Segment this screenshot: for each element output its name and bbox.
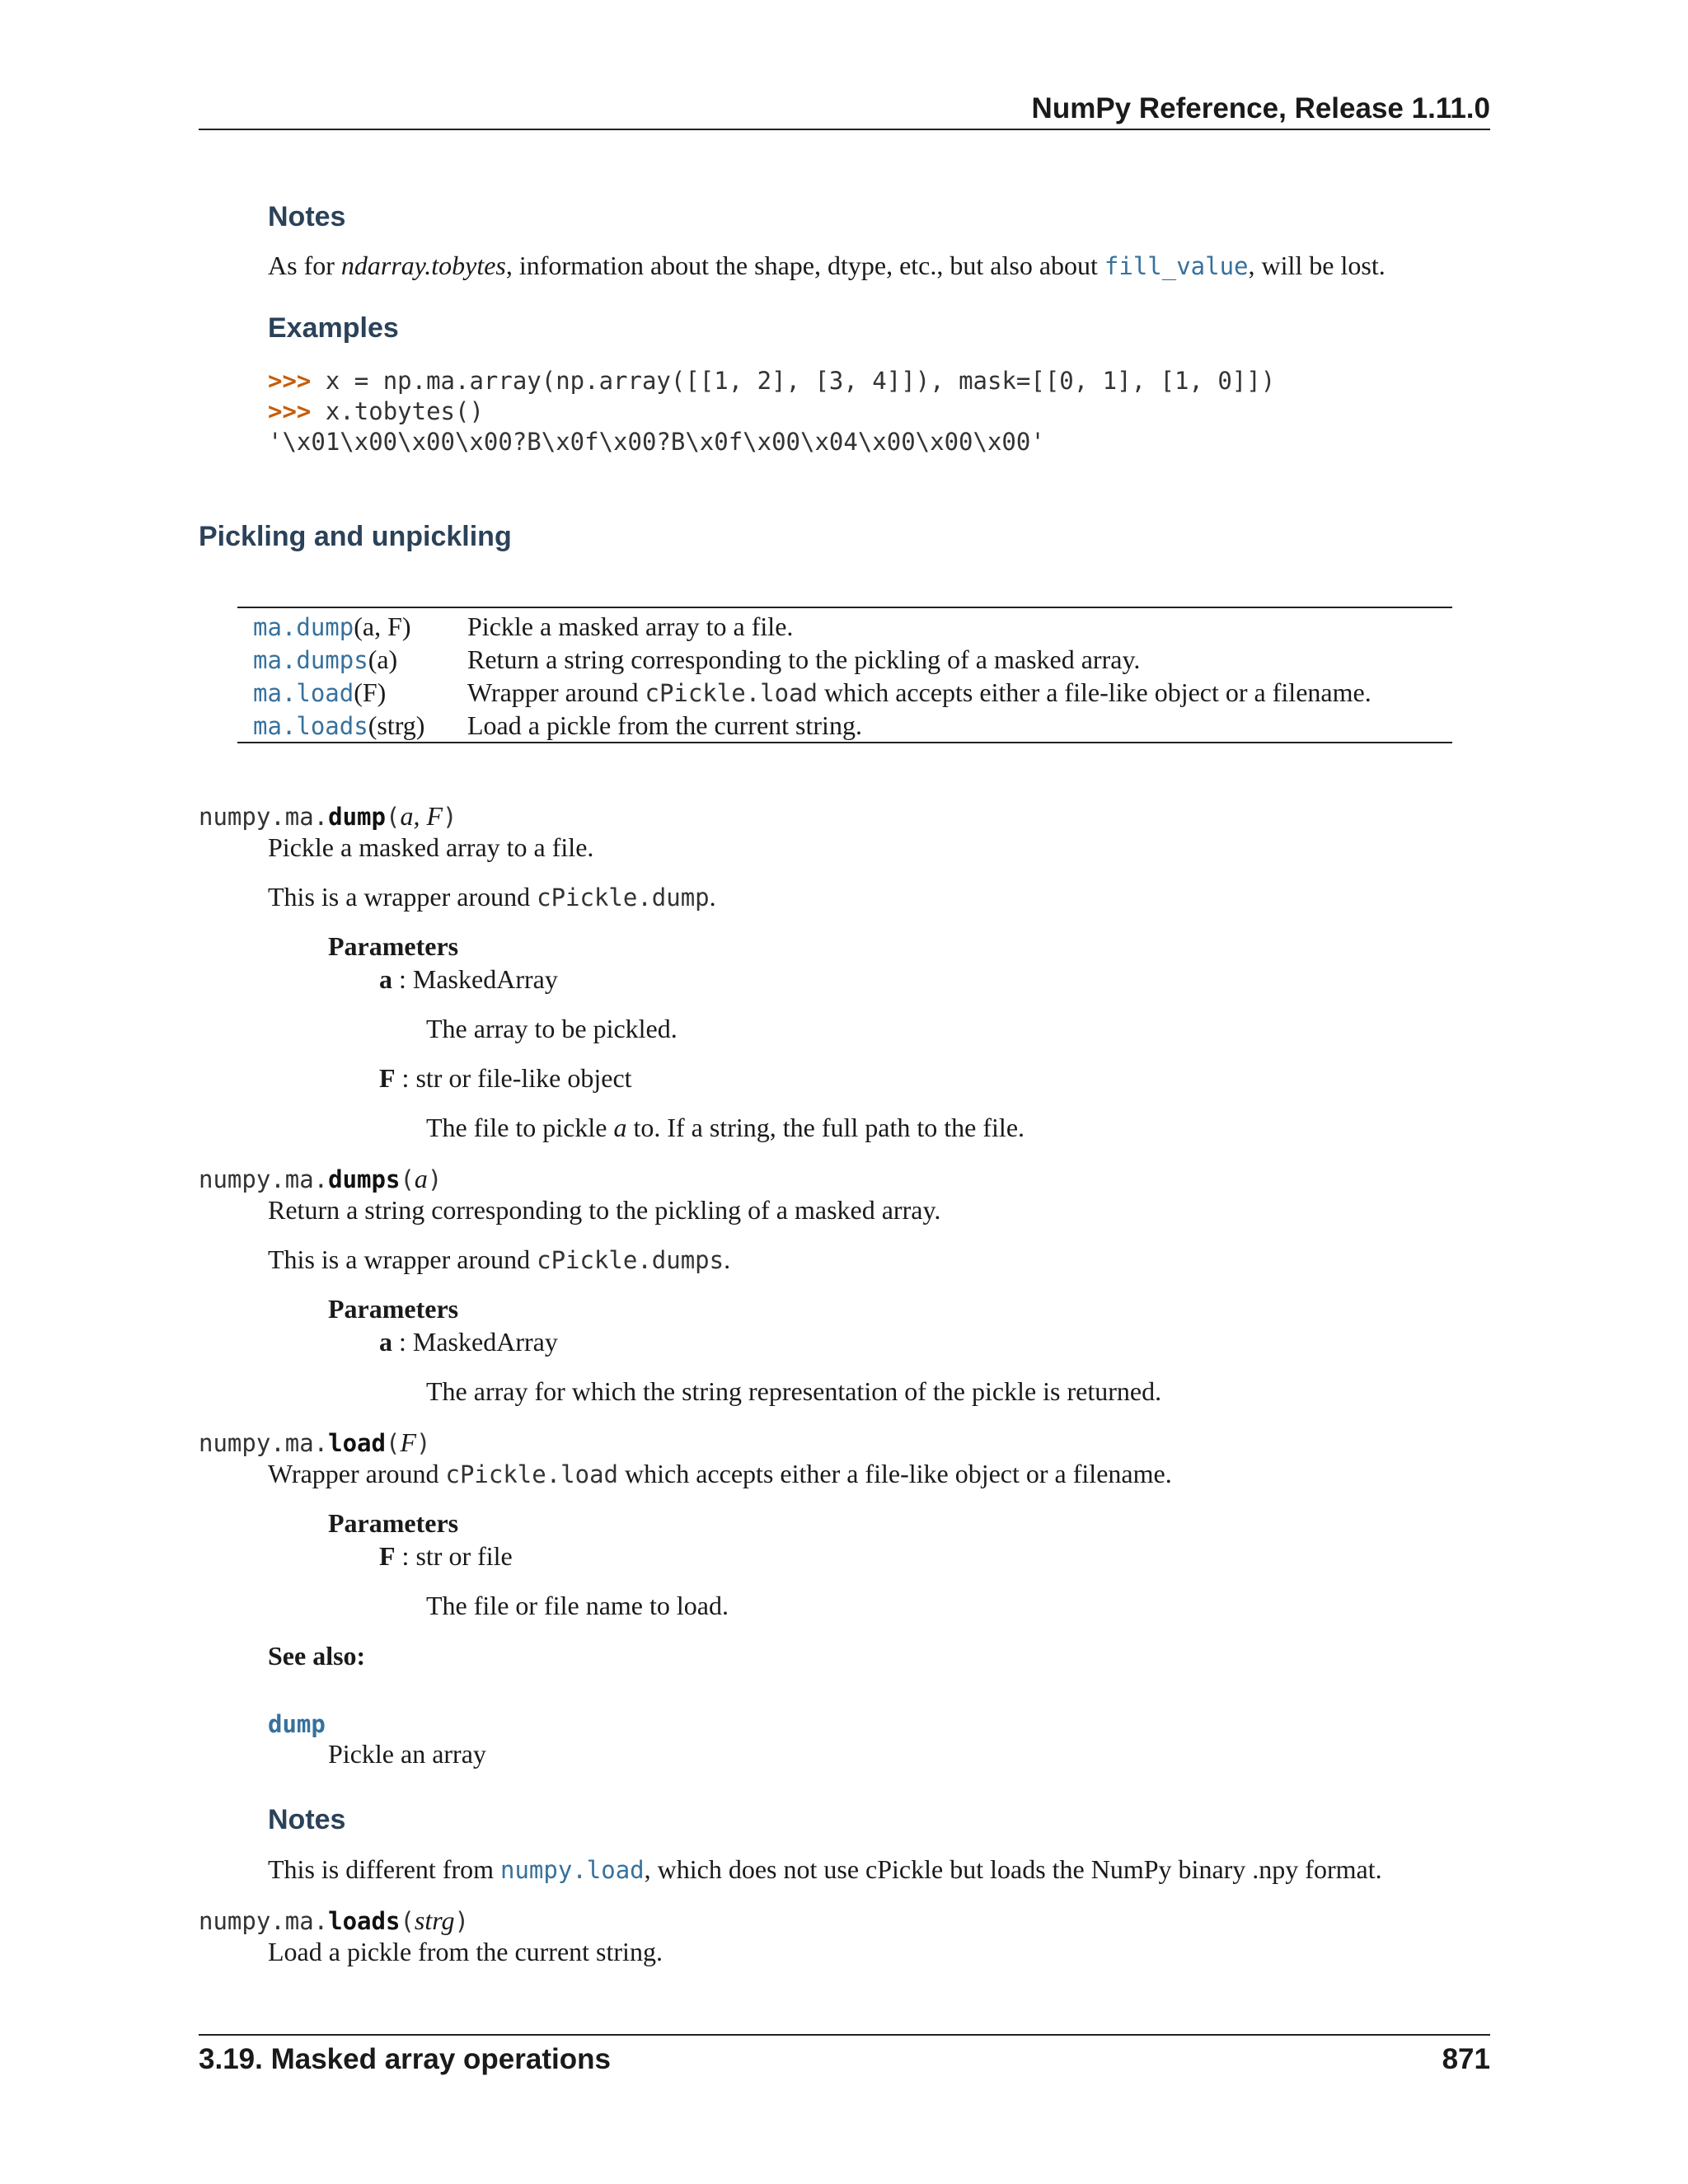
- notes-text-part: , will be lost.: [1248, 251, 1386, 280]
- see-also-heading: See also:: [268, 1641, 366, 1671]
- text-part: .: [709, 882, 716, 912]
- dump-param-f: [379, 1063, 632, 1094]
- load-signature: [199, 1427, 430, 1458]
- dump-param-a: [379, 964, 558, 995]
- desc-code: cPickle.load: [645, 678, 818, 707]
- text-part: Wrapper around: [268, 1459, 446, 1488]
- inline-code: cPickle.load: [445, 1460, 619, 1488]
- table-row: [237, 607, 1452, 643]
- table-cell-func: [237, 607, 467, 643]
- param-name: F: [379, 1063, 396, 1093]
- sig-paren: ): [454, 1907, 469, 1935]
- dump-signature: [199, 801, 457, 832]
- sig-prefix: numpy.ma.: [199, 1165, 329, 1193]
- text-em: a: [613, 1113, 627, 1142]
- sig-paren: (: [400, 1165, 415, 1193]
- inline-code: cPickle.dump: [537, 883, 710, 912]
- sig-args: a, F: [400, 801, 443, 831]
- sig-name: dump: [328, 803, 386, 831]
- param-name: a: [379, 1327, 392, 1357]
- sig-paren: (: [385, 1429, 401, 1457]
- table-cell-desc: Pickle a masked array to a file.: [467, 611, 794, 641]
- func-link[interactable]: ma.loads: [253, 711, 368, 740]
- dumps-param-a-desc: The array for which the string representation of the pickle is returned.: [426, 1376, 1162, 1406]
- load-summary: [268, 1459, 1172, 1489]
- dumps-wrapper: [268, 1244, 730, 1275]
- desc-part: Wrapper around: [467, 677, 645, 707]
- dump-param-f-desc: [426, 1113, 1025, 1143]
- header-rule: [199, 129, 1490, 130]
- notes-text: [268, 251, 1386, 281]
- sig-name: loads: [328, 1907, 401, 1935]
- param-type: : str or file-like object: [395, 1063, 632, 1093]
- sig-args: a: [414, 1164, 428, 1193]
- desc-part: which accepts either a file-like object or a filename.: [818, 677, 1372, 707]
- param-name: a: [379, 964, 392, 994]
- sig-paren: ): [427, 1165, 443, 1193]
- load-notes-heading: Notes: [268, 1804, 346, 1835]
- sig-prefix: numpy.ma.: [199, 1907, 329, 1935]
- sig-args: strg: [414, 1905, 455, 1935]
- dump-param-a-desc: The array to be pickled.: [426, 1014, 678, 1043]
- param-type: : MaskedArray: [392, 964, 558, 994]
- sig-args: F: [400, 1427, 416, 1457]
- dumps-summary: Return a string corresponding to the pickling of a masked array.: [268, 1195, 941, 1225]
- prompt-symbol: >>>: [268, 367, 312, 395]
- dumps-signature: [199, 1164, 442, 1194]
- text-part: This is different from: [268, 1854, 501, 1884]
- load-param-f-desc: The file or file name to load.: [426, 1591, 729, 1620]
- func-args: (a): [368, 644, 398, 674]
- table-cell-desc: [467, 676, 1452, 709]
- summary-table: [237, 607, 1452, 743]
- sig-prefix: numpy.ma.: [199, 1429, 329, 1457]
- func-link[interactable]: ma.load: [253, 678, 354, 707]
- see-also-desc: Pickle an array: [328, 1739, 486, 1769]
- inline-code: cPickle.dumps: [537, 1246, 724, 1274]
- dump-params-heading: Parameters: [328, 931, 459, 961]
- load-notes-text: [268, 1854, 1382, 1885]
- text-part: This is a wrapper around: [268, 1244, 537, 1274]
- example-code: x = np.ma.array(np.array([[1, 2], [3, 4]]), mask=[[0, 1], [1, 0]]): [311, 367, 1276, 395]
- load-params-heading: Parameters: [328, 1508, 459, 1538]
- sig-name: load: [328, 1429, 386, 1457]
- text-part: , which does not use cPickle but loads the NumPy binary .npy format.: [644, 1854, 1382, 1884]
- table-cell-desc: Load a pickle from the current string.: [467, 710, 862, 740]
- example-line-1: [268, 367, 1275, 395]
- example-code: x.tobytes(): [311, 397, 484, 425]
- text-part: which accepts either a file-like object or a filename.: [618, 1459, 1172, 1488]
- sig-paren: ): [416, 1429, 431, 1457]
- table-cell-desc: Return a string corresponding to the pickling of a masked array.: [467, 644, 1141, 674]
- text-part: This is a wrapper around: [268, 882, 537, 912]
- section-title: Pickling and unpickling: [199, 521, 512, 552]
- dump-wrapper: [268, 882, 716, 912]
- table-row: [237, 676, 1452, 709]
- numpy-load-link[interactable]: numpy.load: [500, 1856, 645, 1884]
- sig-prefix: numpy.ma.: [199, 803, 329, 831]
- param-type: : str or file: [395, 1541, 513, 1571]
- func-link[interactable]: ma.dump: [253, 612, 354, 641]
- text-part: .: [724, 1244, 731, 1274]
- func-link[interactable]: ma.dumps: [253, 645, 368, 674]
- dump-summary: Pickle a masked array to a file.: [268, 832, 594, 862]
- text-part: The file to pickle: [426, 1113, 614, 1142]
- param-name: F: [379, 1541, 396, 1571]
- sig-name: dumps: [328, 1165, 401, 1193]
- notes-heading: Notes: [268, 201, 346, 232]
- footer-section: 3.19. Masked array operations: [199, 2043, 611, 2075]
- table-cell-func: [237, 643, 467, 676]
- running-header: NumPy Reference, Release 1.11.0: [1031, 92, 1490, 124]
- loads-signature: [199, 1905, 469, 1936]
- dumps-param-a: [379, 1327, 558, 1357]
- table-row: [237, 643, 1452, 676]
- examples-heading: Examples: [268, 312, 399, 344]
- example-output: '\x01\x00\x00\x00?B\x0f\x00?B\x0f\x00\x04\x00\x00\x00': [268, 428, 1045, 456]
- load-param-f: [379, 1541, 513, 1572]
- see-also-dump-link[interactable]: dump: [268, 1710, 326, 1738]
- sig-paren: ): [443, 803, 457, 831]
- fill-value-link[interactable]: fill_value: [1104, 252, 1249, 280]
- notes-text-part: As for: [268, 251, 341, 280]
- text-part: to. If a string, the full path to the file.: [626, 1113, 1025, 1142]
- sig-paren: (: [385, 803, 401, 831]
- sig-paren: (: [400, 1907, 415, 1935]
- param-type: : MaskedArray: [392, 1327, 558, 1357]
- loads-summary: Load a pickle from the current string.: [268, 1937, 663, 1966]
- func-args: (F): [354, 677, 387, 707]
- example-line-2: [268, 397, 484, 425]
- page-number: 871: [1442, 2043, 1490, 2075]
- func-args: (strg): [368, 710, 425, 740]
- table-cell-func: [237, 709, 467, 743]
- table-row: [237, 709, 1452, 743]
- notes-text-part: , information about the shape, dtype, etc., but also about: [505, 251, 1104, 280]
- prompt-symbol: >>>: [268, 397, 312, 425]
- dumps-params-heading: Parameters: [328, 1294, 459, 1324]
- footer-rule: [199, 2034, 1490, 2036]
- table-cell-func: [237, 676, 467, 709]
- func-args: (a, F): [354, 611, 411, 641]
- notes-text-em: ndarray.tobytes: [340, 251, 506, 280]
